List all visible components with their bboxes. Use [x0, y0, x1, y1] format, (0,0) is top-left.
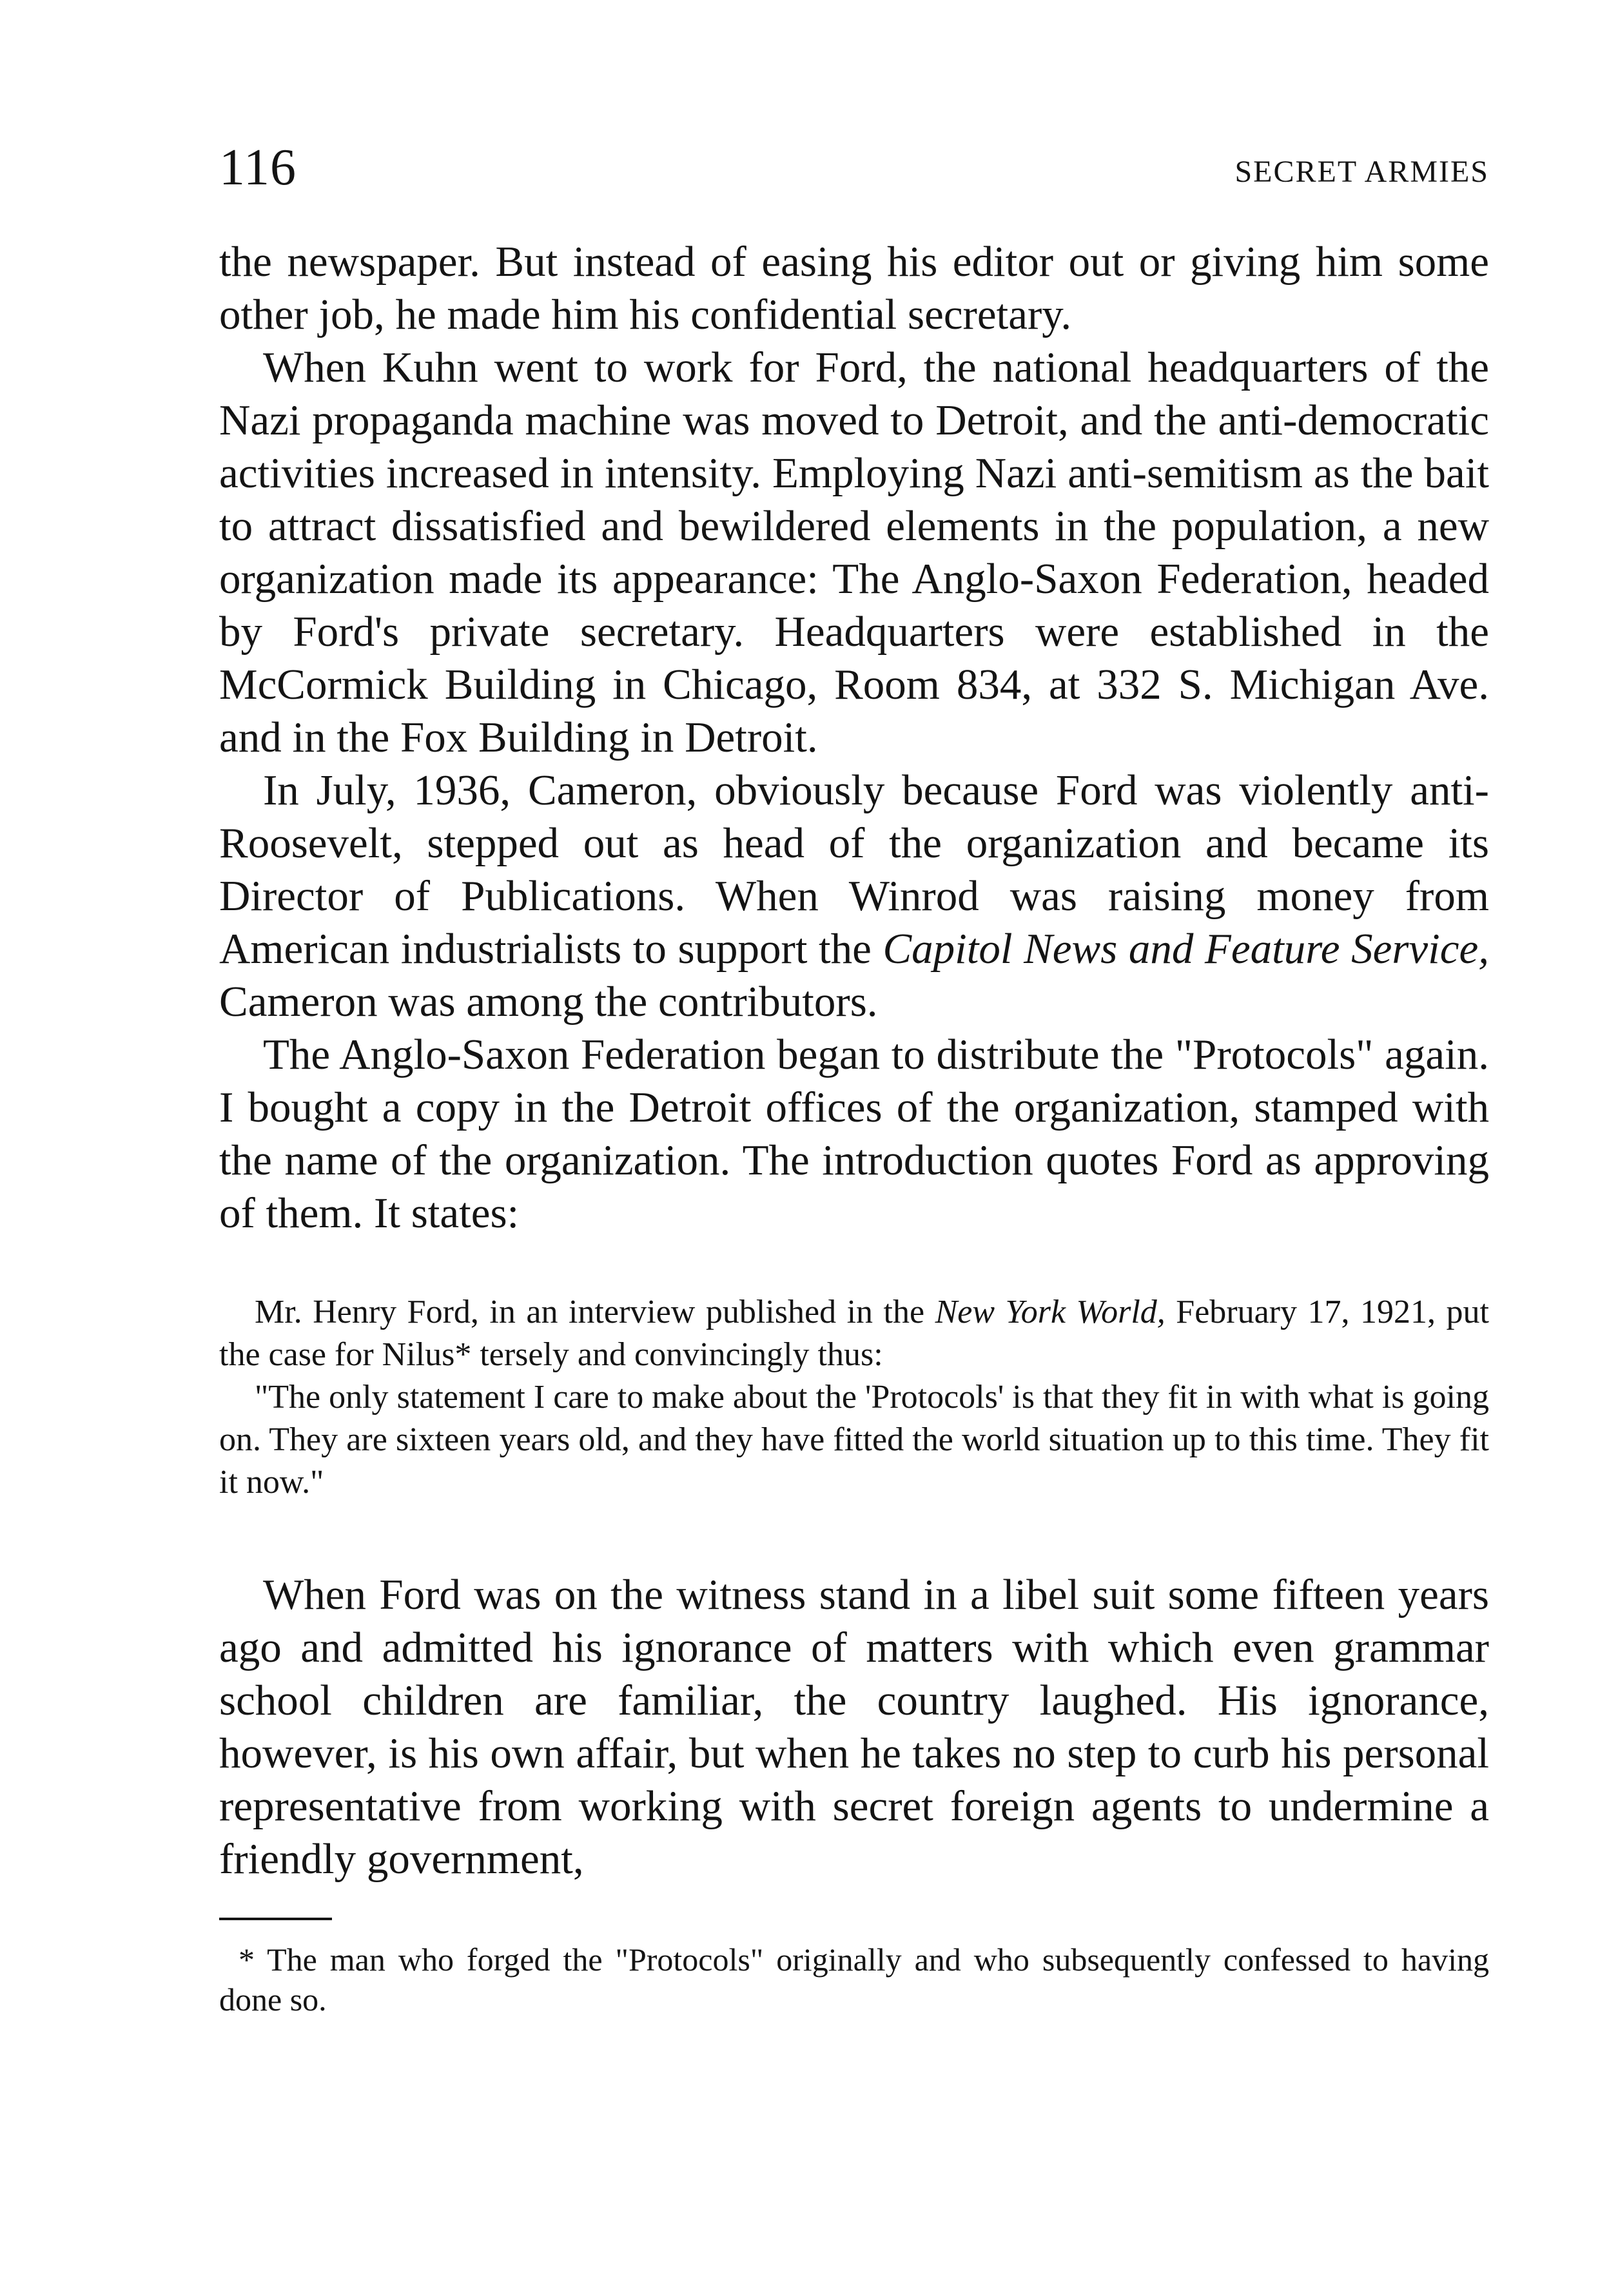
paragraph-3-text-a: In July, 1936, Cameron, obviously because Ford was violently anti-Roosevelt, stepped out as head of the organization and became its Director of Publications. When Winrod was raising money from American industrialists to support the [219, 766, 1489, 973]
quote-1-publication-title: New York World, [935, 1294, 1165, 1330]
footnote-divider [219, 1918, 332, 1920]
quote-1-text-b: February 17, 1921, put the case for Nilus* tersely and convincingly thus: [219, 1294, 1489, 1373]
running-title: SECRET ARMIES [1234, 155, 1489, 189]
footnote: * The man who forged the "Protocols" originally and who subsequently confessed to having done so. [219, 1941, 1489, 2018]
book-page [219, 139, 1489, 2019]
quote-paragraph-2: "The only statement I care to make about the 'Protocols' is that they fit in with what is going on. They are sixteen years old, and they have fitted the world situation up to this time. They fit it now." [219, 1379, 1489, 1501]
main-text-continued [219, 1568, 1489, 1885]
paragraph-2: When Kuhn went to work for Ford, the national headquarters of the Nazi propaganda machine was moved to Detroit, and the anti-democratic activities increased in intensity. Employing Nazi anti-semitism as the bait to attract dissatisfied and bewildered elements in the population, a new organization made its appearance: The Anglo-Saxon Federation, headed by Ford's private secretary. Headquarters were established in the McCormick Building in Chicago, Room 834, at 332 S. Michigan Ave. and in the Fox Building in Detroit. [219, 344, 1489, 761]
page-header [219, 139, 1489, 203]
block-quote [219, 1291, 1489, 1504]
paragraph-1: the newspaper. But instead of easing his editor out or giving him some other job, he made him his confidential secretary. [219, 238, 1489, 338]
paragraph-3-text-b: Cameron was among the contributors. [219, 978, 878, 1026]
paragraph-5: When Ford was on the witness stand in a libel suit some fifteen years ago and admitted his ignorance of matters with which even grammar school children are familiar, the country laughed. His ignorance, however, is his own affair, but when he takes no step to curb his personal representative from working with secret foreign agents to undermine a friendly government, [219, 1571, 1489, 1883]
main-text [219, 235, 1489, 1240]
page-number: 116 [219, 139, 297, 196]
quote-1-text-a: Mr. Henry Ford, in an interview published in the [255, 1294, 935, 1330]
paragraph-3-publication-title: Capitol News and Feature Service, [883, 925, 1489, 973]
quote-paragraph-1 [219, 1291, 1489, 1376]
paragraph-3 [219, 764, 1489, 1028]
paragraph-4: The Anglo-Saxon Federation began to distribute the "Protocols" again. I bought a copy in the Detroit offices of the organization, stamped with the name of the organization. The introduction quotes Ford as approving of them. It states: [219, 1031, 1489, 1237]
